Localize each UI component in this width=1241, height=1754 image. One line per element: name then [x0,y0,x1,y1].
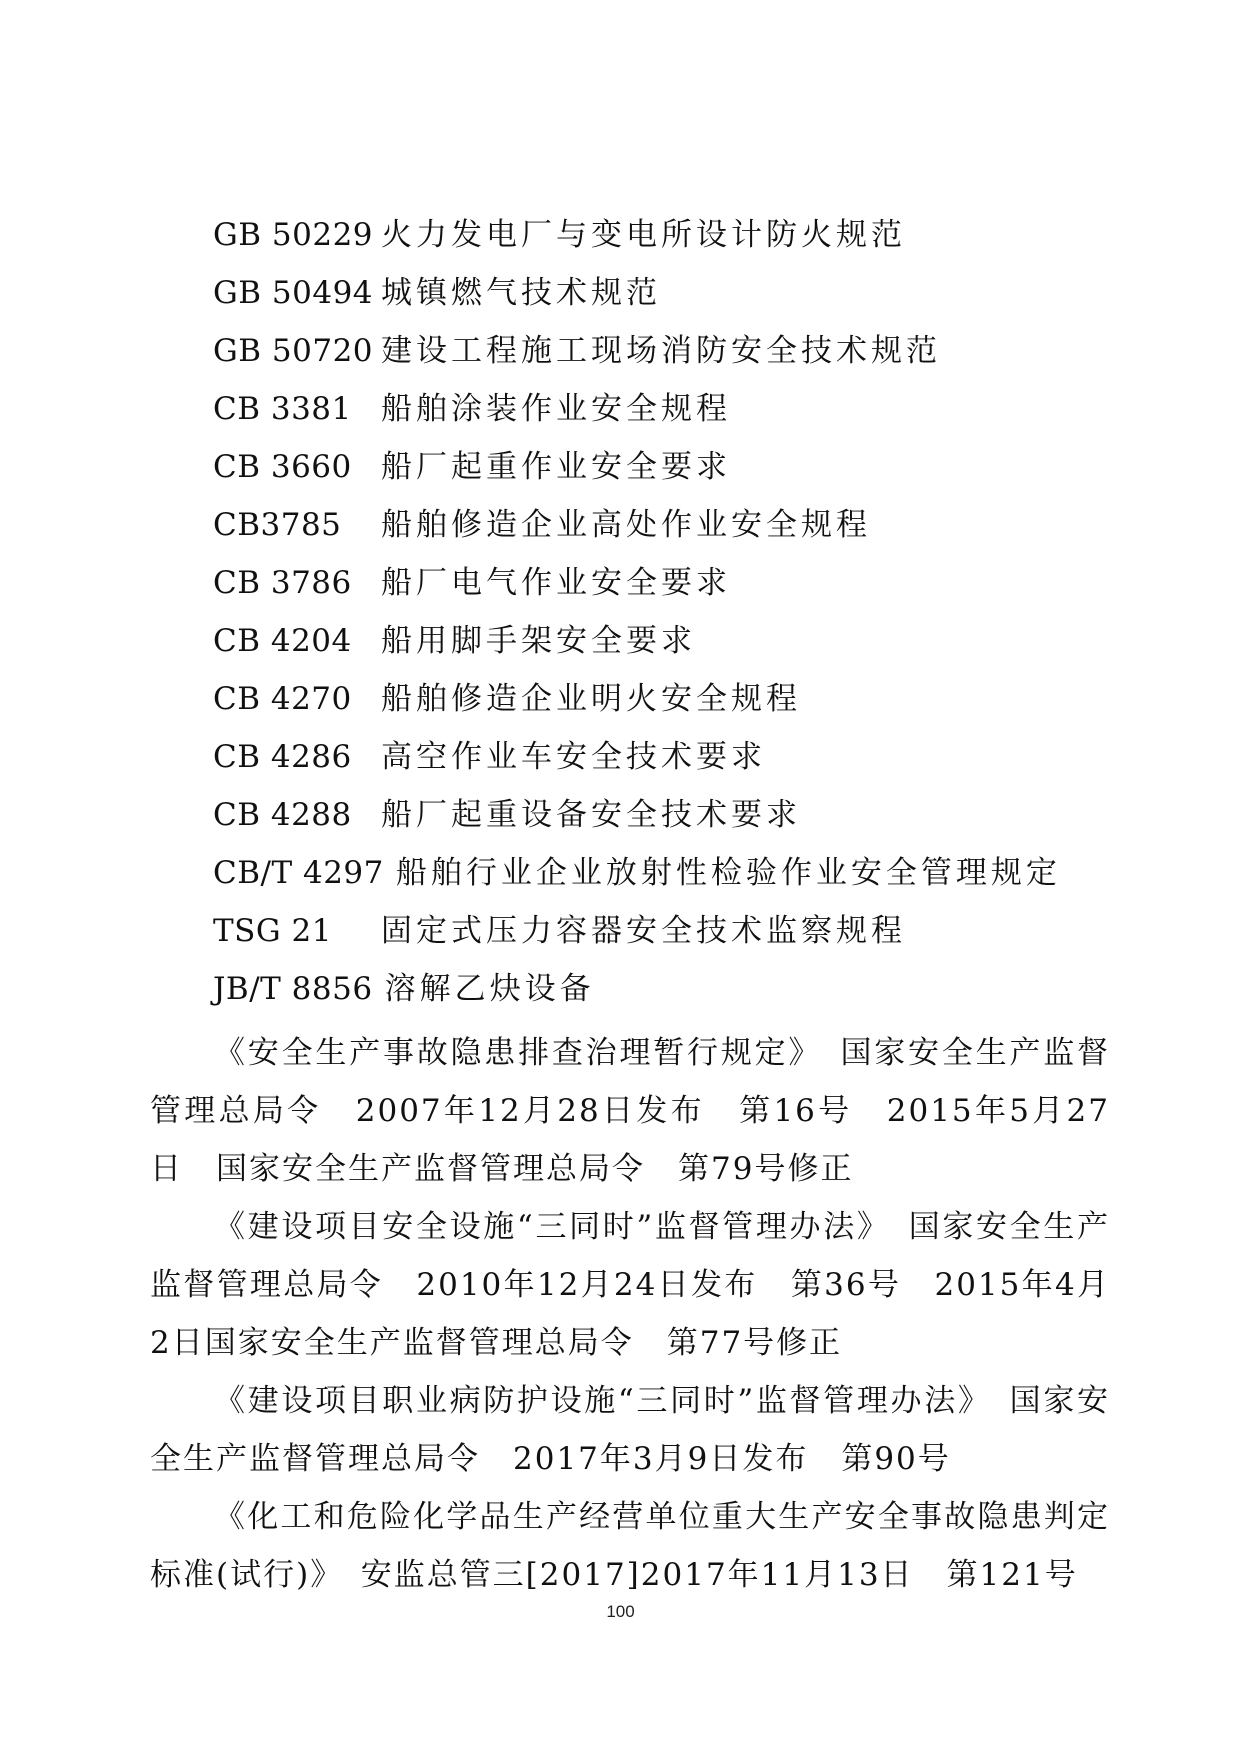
standard-row [213,902,1143,960]
page-number: 100 [606,1602,635,1621]
standard-title: 固定式压力容器安全技术监察规程 [381,913,906,949]
standard-code: CB 4270 [213,681,352,717]
standard-title: 高空作业车安全技术要求 [381,739,766,775]
standard-title: 船用脚手架安全要求 [381,623,696,659]
standard-row [213,728,1143,786]
standard-code: CB 3381 [213,391,352,427]
standard-row [213,264,1143,322]
standard-row [213,786,1143,844]
standard-title: 船舶行业企业放射性检验作业安全管理规定 [395,855,1061,891]
standard-title: 船舶涂装作业安全规程 [381,391,731,427]
standard-code: CB3785 [213,507,342,543]
standard-code: CB 3660 [213,449,352,485]
regulation-paragraph: 《化工和危险化学品生产经营单位重大生产安全事故隐患判定标准(试行)》 安监总管三[2017]2017年11月13日 第121号 [150,1499,1110,1593]
standard-title: 船舶修造企业高处作业安全规程 [381,507,871,543]
standard-title: 船厂起重设备安全技术要求 [381,797,801,833]
regulation-paragraph: 《建设项目安全设施“三同时”监督管理办法》 国家安全生产监督管理总局令 2010年12月24日发布 第36号 2015年4月2日国家安全生产监督管理总局令 第77号修正 [150,1209,1110,1361]
standard-row [213,844,1143,902]
standard-code: CB 4286 [213,739,352,775]
standard-code: CB 3786 [213,565,352,601]
standard-title: 船厂起重作业安全要求 [381,449,731,485]
standard-code: CB 4204 [213,623,352,659]
standard-title: 建设工程施工现场消防安全技术规范 [381,333,941,369]
standard-code: GB 50494 [213,275,374,311]
standard-row [213,322,1143,380]
standard-row [213,206,1143,264]
standard-row [213,612,1143,670]
regulations-list [150,1024,1110,1604]
standard-title: 城镇燃气技术规范 [381,275,661,311]
standard-title: 船舶修造企业明火安全规程 [381,681,801,717]
standard-row [213,438,1143,496]
standard-row [213,960,1143,1018]
standard-row [213,496,1143,554]
standard-code: JB/T 8856 [213,971,373,1007]
standard-code: GB 50720 [213,333,374,369]
standard-code: CB 4288 [213,797,352,833]
regulation-paragraph: 《安全生产事故隐患排查治理暂行规定》 国家安全生产监督管理总局令 2007年12月28日发布 第16号 2015年5月27日 国家安全生产监督管理总局令 第79号修正 [150,1035,1110,1187]
standards-list [213,206,1143,1018]
standard-code: TSG 21 [213,913,332,949]
standard-row [213,380,1143,438]
standard-code: GB 50229 [213,217,374,253]
standard-title: 船厂电气作业安全要求 [381,565,731,601]
standard-row [213,554,1143,612]
standard-title: 溶解乙炔设备 [384,971,595,1007]
standard-row [213,670,1143,728]
regulation-paragraph: 《建设项目职业病防护设施“三同时”监督管理办法》 国家安全生产监督管理总局令 2017年3月9日发布 第90号 [150,1383,1110,1477]
standard-code: CB/T 4297 [213,855,384,891]
standard-title: 火力发电厂与变电所设计防火规范 [381,217,906,253]
